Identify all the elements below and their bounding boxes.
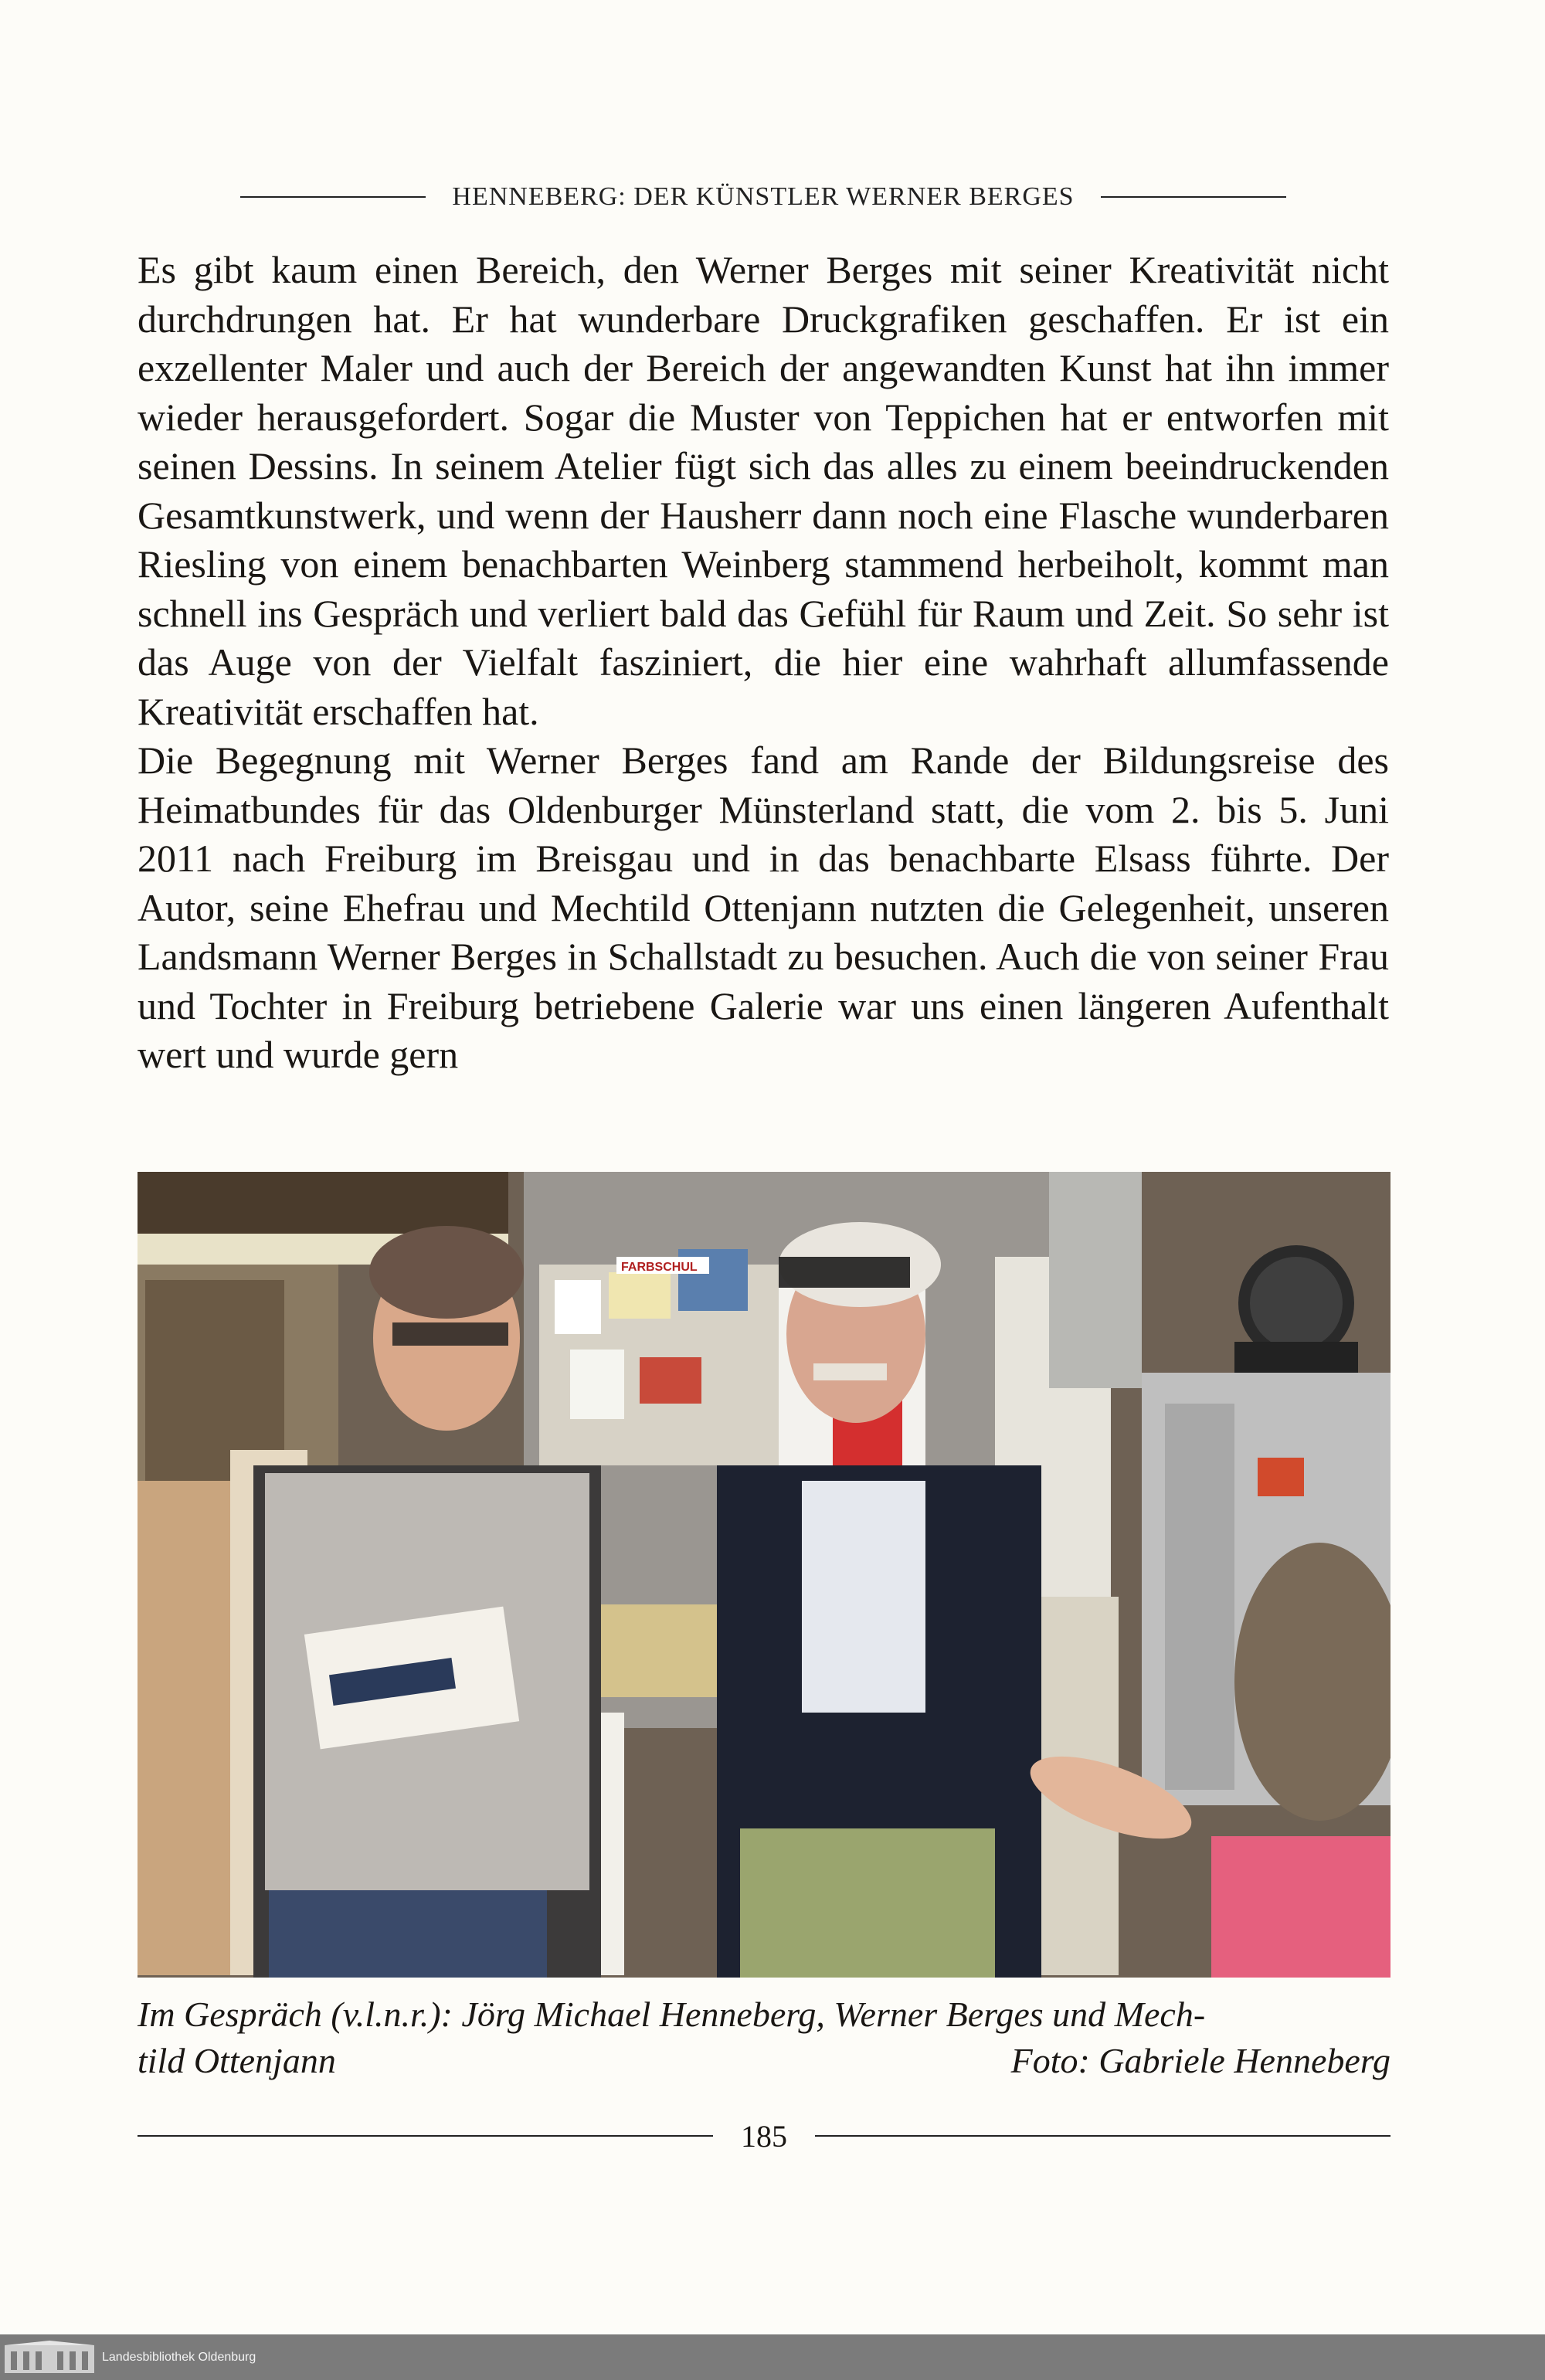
caption-names-end: tild Ottenjann — [138, 2041, 336, 2080]
library-building-icon — [3, 2341, 96, 2375]
page-number: 185 — [741, 2118, 787, 2154]
caption-line-1: Im Gespräch (v.l.n.r.): Jörg Michael Henneberg, Werner Berges und Mech- — [138, 1995, 1206, 2034]
folio-rule-right — [815, 2135, 1390, 2137]
running-head — [138, 178, 1389, 216]
running-head-rule-left — [240, 196, 426, 198]
photo-credit: Foto: Gabriele Henneberg — [1010, 2041, 1390, 2080]
caption-line-2 — [138, 2038, 1390, 2084]
library-name: Landesbibliothek Oldenburg — [102, 2350, 256, 2364]
running-head-rule-right — [1101, 196, 1286, 198]
studio-photo-illustration — [138, 1172, 1390, 1978]
library-footer-bar — [0, 2334, 1545, 2380]
studio-photograph — [138, 1172, 1390, 1978]
folio-rule-left — [138, 2135, 713, 2137]
photo-caption — [138, 1991, 1390, 2084]
body-text — [138, 246, 1389, 1080]
page-folio — [138, 2113, 1390, 2159]
paragraph-2: Die Begegnung mit Werner Berges fand am Rande der Bildungsreise des Heimatbundes für das Oldenburger Münsterland statt, die vom 2. bis 5. Juni 2011 nach Freiburg im Breisgau und in das benachbarte Elsass führte. Der Autor, seine Ehefrau und Mechtild Ottenjann nutzten die Gelegenheit, unseren Landsmann Werner Berges in Schallstadt zu besuchen. Auch die von seiner Frau und Tochter in Freiburg betriebene Galerie war uns einen längeren Aufenthalt wert und wurde gern — [138, 738, 1389, 1076]
shelf-sign-text: FARBSCHUL — [621, 1261, 698, 1274]
paragraph-1: Es gibt kaum einen Bereich, den Werner Berges mit seiner Kreativität nicht durchdrungen hat. Er hat wunderbare Druckgrafiken geschaffen. Er ist ein exzellenter Maler und auch der Bereich der angewandten Kunst hat ihn immer wieder herausgefordert. Sogar die Muster von Teppichen hat er entworfen mit seinen Dessins. In seinem Atelier fügt sich das alles zu einem beeindruckenden Gesamtkunstwerk, und wenn der Hausherr dann noch eine Flasche wunderbaren Riesling von einem benachbarten Weinberg stammend herbeiholt, kommt man schnell ins Gespräch und verliert bald das Gefühl für Raum und Zeit. So sehr ist das Auge von der Vielfalt fasziniert, die hier eine wahrhaft allumfassende Kreativität erschaffen hat. — [138, 248, 1389, 733]
running-head-title: HENNEBERG: DER KÜNSTLER WERNER BERGES — [452, 182, 1075, 211]
